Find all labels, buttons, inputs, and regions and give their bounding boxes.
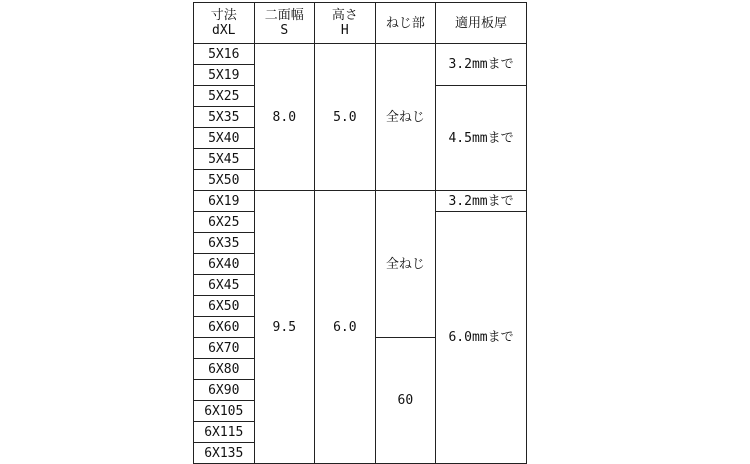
header-thread: ねじ部 xyxy=(375,3,436,44)
size-cell: 6X90 xyxy=(194,380,255,401)
table-row xyxy=(194,191,527,212)
size-cell: 6X45 xyxy=(194,275,255,296)
header-row xyxy=(194,3,527,44)
header-across-flats: 二面幅 S xyxy=(254,3,315,44)
size-cell: 6X115 xyxy=(194,422,255,443)
across-flats-cell: 8.0 xyxy=(254,44,315,191)
plate-cell: 3.2mmまで xyxy=(436,44,527,86)
plate-cell: 4.5mmまで xyxy=(436,86,527,191)
size-cell: 6X25 xyxy=(194,212,255,233)
size-cell: 5X25 xyxy=(194,86,255,107)
size-cell: 6X105 xyxy=(194,401,255,422)
size-cell: 6X35 xyxy=(194,233,255,254)
size-cell: 5X16 xyxy=(194,44,255,65)
size-cell: 5X19 xyxy=(194,65,255,86)
height-cell: 5.0 xyxy=(315,44,376,191)
across-flats-cell: 9.5 xyxy=(254,191,315,464)
size-cell: 6X40 xyxy=(194,254,255,275)
thread-cell: 全ねじ xyxy=(375,191,436,338)
table-row xyxy=(194,44,527,65)
plate-cell: 3.2mmまで xyxy=(436,191,527,212)
size-cell: 6X50 xyxy=(194,296,255,317)
header-size: 寸法 dXL xyxy=(194,3,255,44)
size-cell: 5X50 xyxy=(194,170,255,191)
size-cell: 6X70 xyxy=(194,338,255,359)
thread-cell: 60 xyxy=(375,338,436,464)
height-cell: 6.0 xyxy=(315,191,376,464)
size-cell: 5X35 xyxy=(194,107,255,128)
plate-cell: 6.0mmまで xyxy=(436,212,527,464)
header-height: 高さ H xyxy=(315,3,376,44)
spec-table xyxy=(193,2,527,464)
size-cell: 5X45 xyxy=(194,149,255,170)
size-cell: 5X40 xyxy=(194,128,255,149)
size-cell: 6X135 xyxy=(194,443,255,464)
header-plate: 適用板厚 xyxy=(436,3,527,44)
thread-cell: 全ねじ xyxy=(375,44,436,191)
size-cell: 6X60 xyxy=(194,317,255,338)
size-cell: 6X19 xyxy=(194,191,255,212)
size-cell: 6X80 xyxy=(194,359,255,380)
